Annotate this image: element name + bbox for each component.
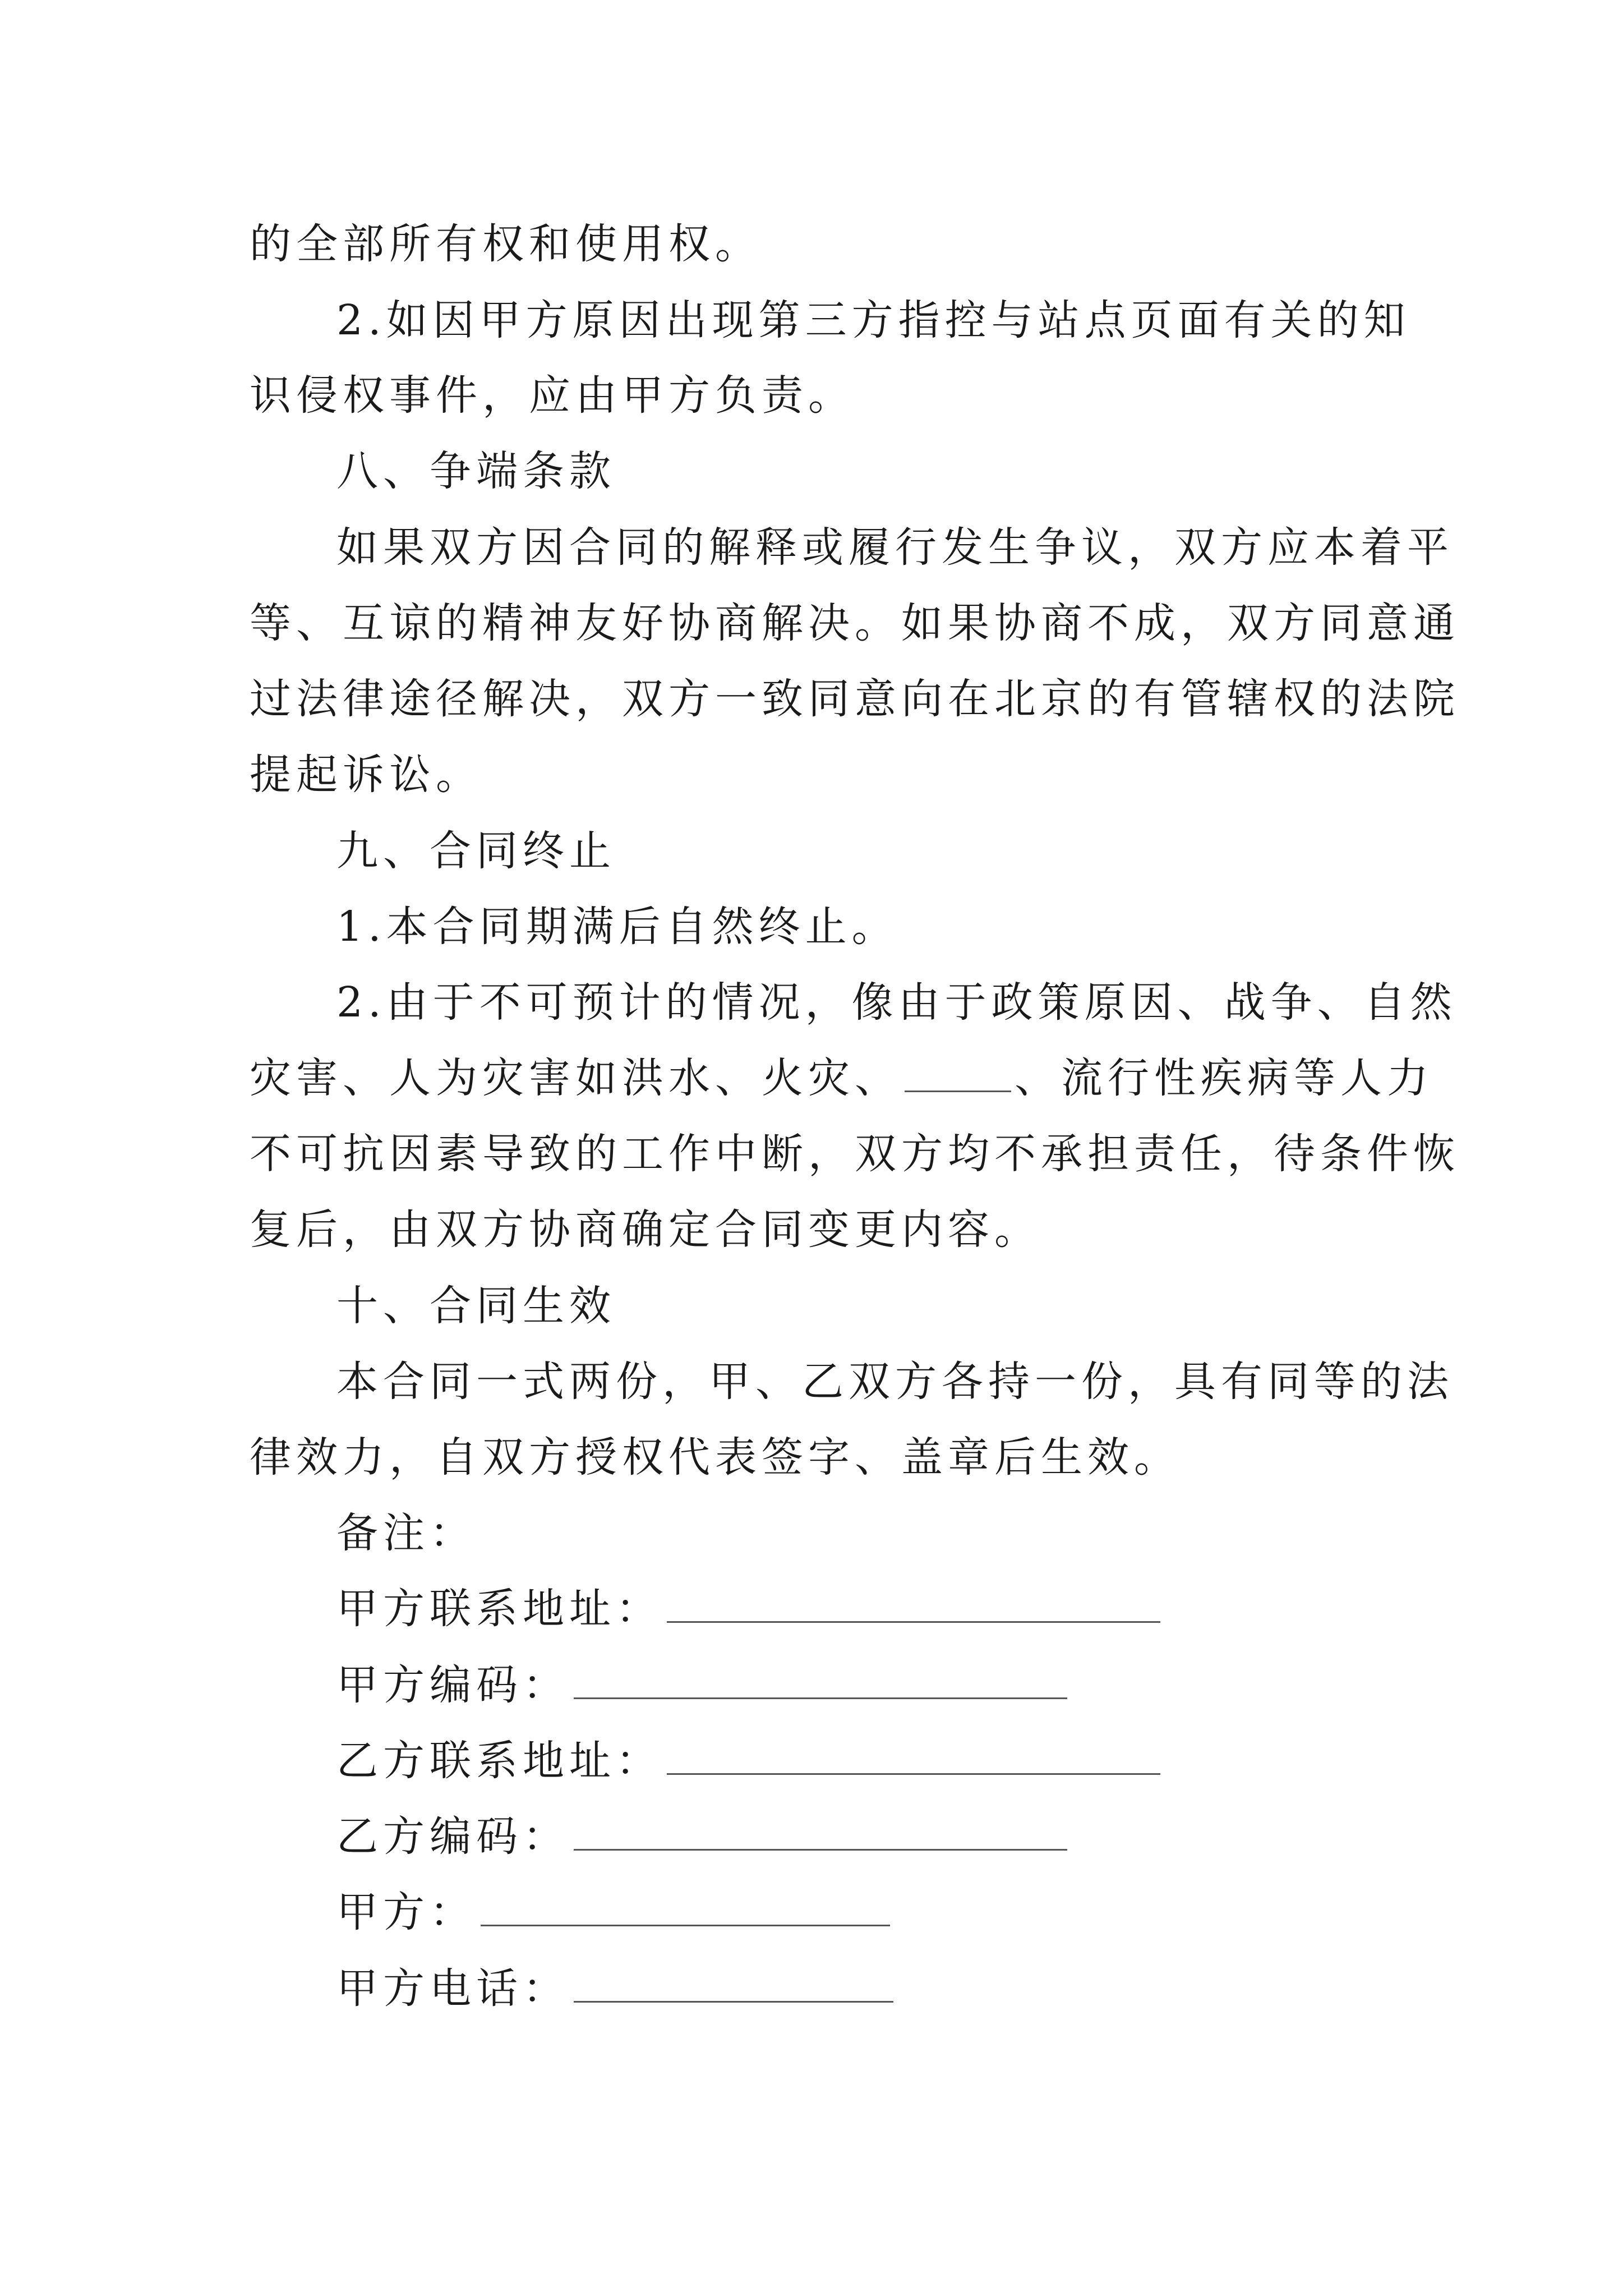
text-line-with-blank — [250, 1050, 1433, 1106]
disaster-text-before: 灾害、人为灾害如洪水、火灾、 — [250, 1054, 901, 1102]
section-heading: 九、合同终止 — [336, 827, 616, 875]
section-heading: 八、争端条款 — [336, 447, 616, 495]
text-line: 识侵权事件，应由甲方负责。 — [250, 371, 855, 420]
field-label: 乙方编码： — [336, 1812, 569, 1861]
text-line: 2.由于不可预计的情况，像由于政策原因、战争、自然 — [336, 978, 1457, 1027]
text-line: 如果双方因合同的解释或履行发生争议，双方应本着平 — [336, 523, 1454, 572]
inline-blank — [905, 1057, 1011, 1092]
field-blank-line[interactable] — [574, 1663, 1067, 1699]
field-blank-line[interactable] — [574, 1966, 893, 2003]
text-line: 1.本合同期满后自然终止。 — [336, 903, 898, 951]
field-row — [336, 1809, 1391, 1865]
field-row — [336, 1733, 1391, 1789]
field-label: 甲方联系地址： — [336, 1585, 662, 1633]
text-line: 不可抗因素导致的工作中断，双方均不承担责任，待条件恢 — [250, 1130, 1460, 1178]
field-row — [336, 1657, 1391, 1713]
text-line: 等、互谅的精神友好协商解决。如果协商不成，双方同意通 — [250, 599, 1460, 647]
text-line: 过法律途径解决，双方一致同意向在北京的有管辖权的法院 — [250, 675, 1460, 723]
field-label: 甲方编码： — [336, 1661, 569, 1709]
remarks-heading: 备注： — [336, 1509, 476, 1557]
field-label: 甲方电话： — [336, 1964, 569, 2013]
field-row — [336, 1884, 1391, 1940]
field-blank-line[interactable] — [667, 1738, 1160, 1775]
field-row — [336, 1961, 1391, 2017]
text-line: 提起诉讼。 — [250, 751, 482, 799]
text-line: 的全部所有权和使用权。 — [250, 220, 762, 268]
field-label: 乙方联系地址： — [336, 1737, 662, 1785]
text-line: 本合同一式两份，甲、乙双方各持一份，具有同等的法 — [336, 1358, 1454, 1406]
text-line: 2.如因甲方原因出现第三方指控与站点页面有关的知 — [336, 296, 1410, 344]
disaster-text-after: 、流行性疾病等人力 — [1015, 1054, 1433, 1102]
field-blank-line[interactable] — [574, 1814, 1067, 1851]
text-line: 复后，由双方协商确定合同变更内容。 — [250, 1205, 1041, 1254]
field-blank-line[interactable] — [667, 1586, 1160, 1623]
field-label: 甲方： — [336, 1888, 476, 1936]
section-heading: 十、合同生效 — [336, 1282, 616, 1330]
text-line: 律效力，自双方授权代表签字、盖章后生效。 — [250, 1433, 1181, 1481]
field-blank-line[interactable] — [481, 1890, 890, 1926]
field-row — [336, 1581, 1391, 1637]
